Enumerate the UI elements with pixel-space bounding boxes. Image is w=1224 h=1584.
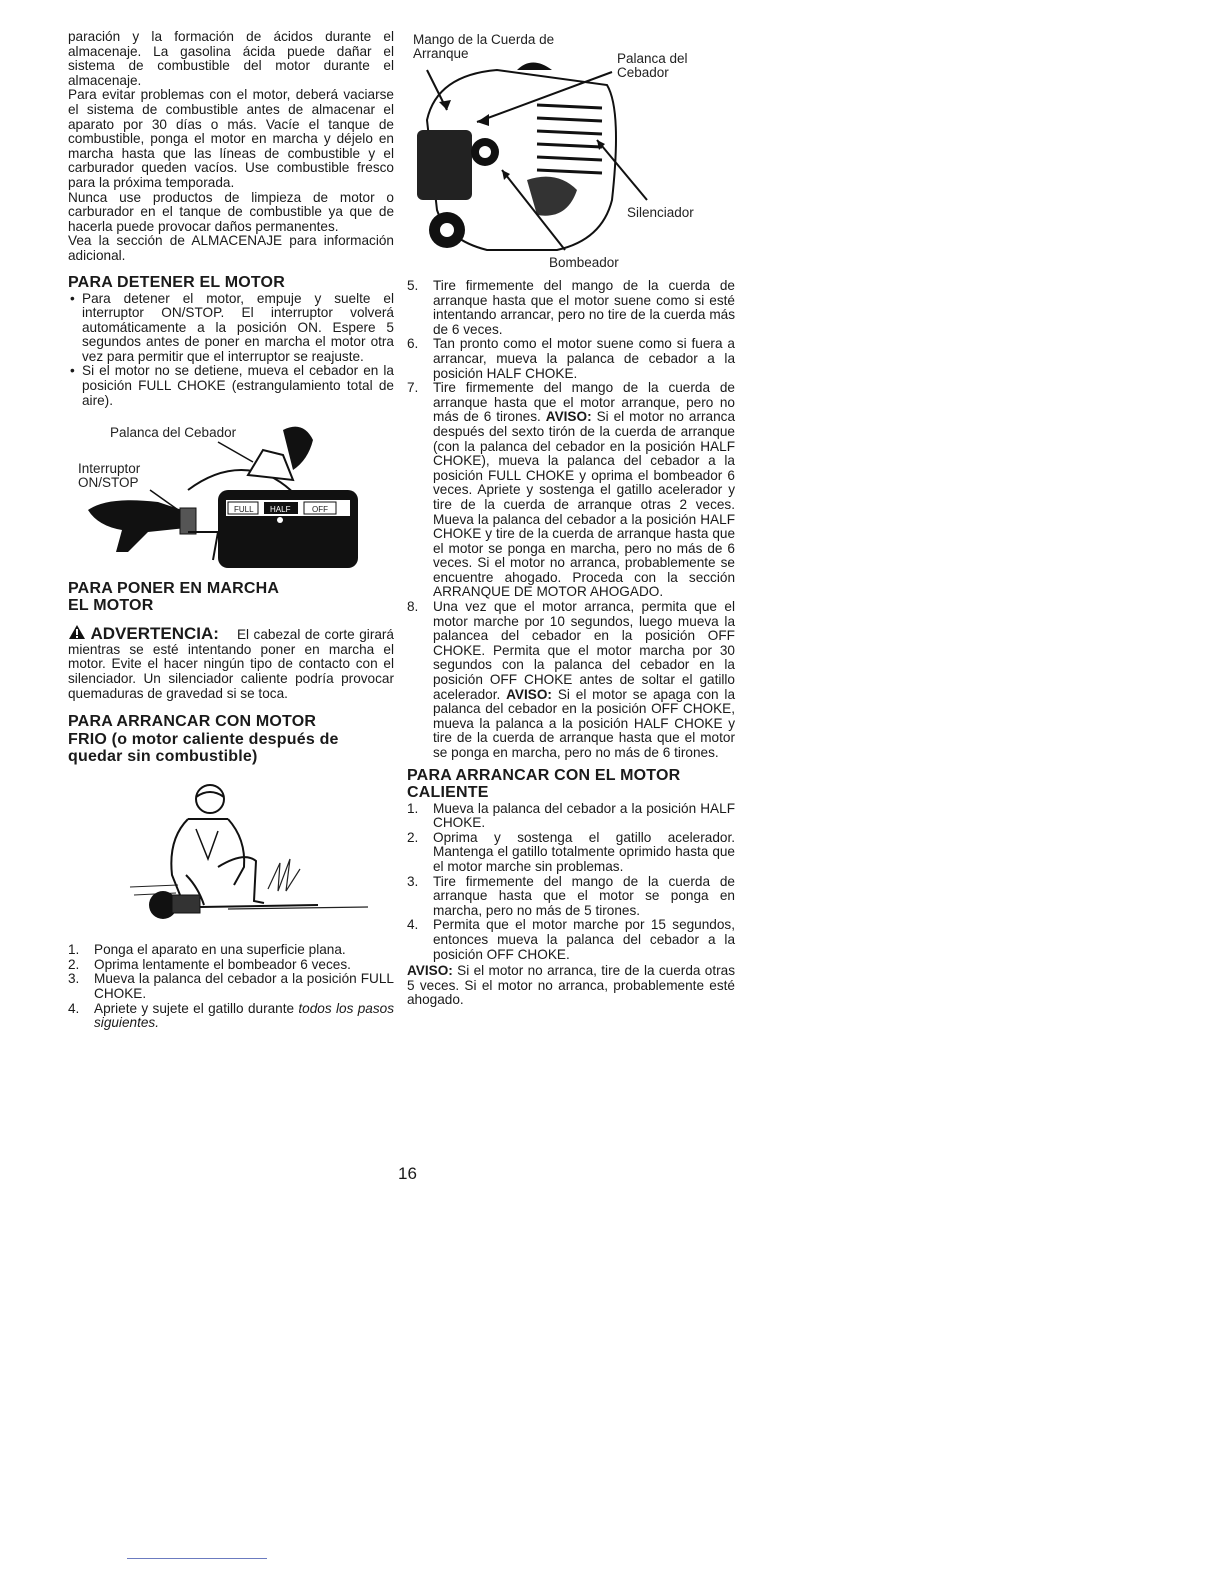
engine-illustration bbox=[407, 30, 735, 275]
step-number: 5. bbox=[407, 278, 419, 293]
step-text: Mueva la palanca del cebador a la posición FULL CHOKE. bbox=[94, 971, 394, 1001]
choke-off-label: OFF bbox=[312, 505, 328, 515]
warm-start-steps bbox=[407, 802, 735, 963]
choke-lever-label: Palanca del Cebador bbox=[110, 425, 237, 441]
step-item bbox=[407, 875, 735, 919]
choke-lever-label: Palanca del Cebador bbox=[617, 51, 688, 80]
step-number: 3. bbox=[68, 971, 80, 987]
primer-bulb-label: Bombeador bbox=[549, 255, 619, 270]
notice-label: AVISO: bbox=[506, 686, 552, 702]
step-item bbox=[407, 918, 735, 962]
switch-illustration bbox=[68, 420, 368, 570]
step-item bbox=[407, 802, 735, 831]
step-number: 8. bbox=[407, 599, 419, 615]
step-number: 1. bbox=[407, 800, 419, 816]
on-stop-switch-label: Interruptor ON/STOP bbox=[78, 461, 141, 491]
bottom-rule bbox=[127, 1558, 267, 1559]
step-number: 2. bbox=[407, 829, 419, 845]
left-column bbox=[68, 30, 394, 1031]
step-item bbox=[68, 958, 394, 973]
page-number: 16 bbox=[398, 1164, 417, 1183]
notice-label: AVISO: bbox=[407, 963, 453, 979]
step-item bbox=[68, 1002, 394, 1031]
step-text: Tire firmemente del mango de la cuerda de arranque hasta que el motor arranque, pero no más de 6 tirones. bbox=[433, 380, 735, 425]
priming-figure bbox=[68, 779, 394, 939]
stop-heading: PARA DETENER EL MOTOR bbox=[68, 273, 285, 291]
step-text: Si el motor no arranca después del sexto tirón de la cuerda de arranque (con la palanca del cebador en la posición HALF CHOKE), mueva la palanca del cebador a la posición FULL CHOKE y oprima el bombeador 6 veces. Apriete y sostenga el gatillo acelerador y tire de la cuerda de arranque otras 2 veces. Mueva la palanca del cebador a la posición HALF CHOKE y tire de la cuerda de arranque hasta que el motor se ponga en marcha, pero no más de 6 veces. Si el motor no arranca, probablemente se encuentre ahogado. Proceda con la sección ARRANQUE DE MOTOR AHOGADO. bbox=[433, 409, 736, 600]
step-number: 3. bbox=[407, 873, 419, 889]
intro-paragraph: Nunca use productos de limpieza de motor o carburador en el tanque de combustible ya que de hacerla puede provocar daños permanentes. bbox=[68, 189, 394, 234]
step-item bbox=[68, 943, 394, 958]
choke-full-label: FULL bbox=[234, 505, 254, 515]
step-item bbox=[407, 600, 735, 761]
warm-start-heading bbox=[407, 767, 735, 801]
intro-paragraph: paración y la formación de ácidos durante el almacenaje. La gasolina ácida puede dañar el sistema de combustible del motor durante el almacenaje. bbox=[68, 29, 394, 88]
step-text: Tire firmemente del mango de la cuerda de arranque hasta que el motor se ponga en marcha, pero no más de 5 tirones. bbox=[433, 873, 735, 918]
step-text: Una vez que el motor arranca, permita que el motor marche por 10 segundos, luego mueva la palancea del cebador en la posición OFF CHOKE. Permita que el motor marcha por 30 segundos con la palanca del cebador en la posición OFF CHOKE antes de soltar el gatillo acelerador. bbox=[433, 599, 735, 702]
step-item bbox=[68, 972, 394, 1001]
choke-half-label: HALF bbox=[270, 505, 291, 515]
step-text-italic: todos los pasos siguientes. bbox=[94, 1000, 394, 1031]
intro-paragraph: Para evitar problemas con el motor, deberá vaciarse el sistema de combustible antes de almacenar el aparato por 30 días o más. Vacíe el tanque de combustible, ponga el motor en marcha y déjelo en marcha hasta que las líneas de combustible y el carburador queden vacíos. Use combustible fresco para la próxima temporada. bbox=[68, 87, 394, 190]
bullet-text: Si el motor no se detiene, mueva el cebador en la posición FULL CHOKE (estrangulamiento total de aire). bbox=[82, 363, 394, 408]
step-text: Si el motor se apaga con la palanca del cebador en la posición OFF CHOKE, mueva la palanca a la posición HALF CHOKE y tire de la cuerda de arranque hasta que el motor se ponga en marcha, pero no más de 6 tirones. bbox=[433, 686, 736, 760]
start-heading-line-2: EL MOTOR bbox=[68, 597, 154, 615]
start-heading-line-1: PARA PONER EN MARCHA bbox=[68, 580, 280, 598]
warning-triangle-icon bbox=[68, 624, 86, 640]
starter-rope-label: Mango de la Cuerda de Arranque bbox=[413, 32, 555, 61]
cold-start-heading: PARA ARRANCAR CON MOTOR bbox=[68, 713, 317, 731]
start-heading bbox=[68, 580, 394, 614]
muffler-label: Silenciador bbox=[627, 205, 694, 220]
step-text: Mueva la palanca del cebador a la posición HALF CHOKE. bbox=[433, 800, 735, 831]
intro-paragraph: Vea la sección de ALMACENAJE para información adicional. bbox=[68, 233, 394, 263]
warning-title: ADVERTENCIA: bbox=[90, 624, 219, 644]
step-text: Oprima lentamente el bombeador 6 veces. bbox=[94, 956, 351, 972]
step-number: 1. bbox=[68, 942, 80, 958]
warm-start-heading-line-2: CALIENTE bbox=[407, 783, 489, 801]
engine-figure bbox=[407, 30, 735, 275]
step-number: 6. bbox=[407, 336, 419, 352]
bullet-item: • Si el motor no se detiene, mueva el cebador en la posición FULL CHOKE (estrangulamiento total de aire). bbox=[70, 363, 394, 408]
notice-label: AVISO: bbox=[545, 409, 592, 425]
notice-text: Si el motor no arranca, tire de la cuerda otras 5 veces. Si el motor no arranca, probablemente esté ahogado. bbox=[407, 963, 735, 1008]
step-item bbox=[407, 279, 735, 337]
warning-block bbox=[68, 624, 394, 701]
step-text: Ponga el aparato en una superficie plana. bbox=[94, 942, 346, 958]
step-text: Tan pronto como el motor suene como si fuera a arrancar, mueva la palanca de cebador a la posición HALF CHOKE. bbox=[433, 336, 735, 381]
step-text: Oprima y sostenga el gatillo acelerador. Mantenga el gatillo totalmente oprimido hasta que el motor marche sin problemas. bbox=[433, 829, 735, 874]
step-text: Permita que el motor marche por 15 segundos, entonces mueva la palanca del cebador a la posición OFF CHOKE. bbox=[433, 917, 735, 962]
cold-start-steps-continued bbox=[407, 279, 735, 761]
step-text: Tire firmemente del mango de la cuerda de arranque hasta que el motor suene como si esté intentando arrancar, pero no tire de la cuerda más de 6 veces. bbox=[433, 278, 735, 337]
switch-figure bbox=[68, 420, 394, 570]
cold-start-subheading: FRIO (o motor caliente después de quedar sin combustible) bbox=[68, 731, 339, 766]
step-number: 2. bbox=[68, 956, 80, 972]
step-item bbox=[407, 337, 735, 381]
bullet-item: • Para detener el motor, empuje y suelte el interruptor ON/STOP. El interruptor volverá automáticamente a la posición ON. Espere 5 segundos antes de poner en marcha el motor otra vez para permitir que el interruptor se reajuste. bbox=[70, 290, 394, 364]
right-column bbox=[407, 30, 735, 1008]
warning-text-start: El cabezal de bbox=[236, 627, 321, 643]
step-text: Apriete y sujete el gatillo durante bbox=[94, 1000, 295, 1016]
bullet-text: Para detener el motor, empuje y suelte el interruptor ON/STOP. El interruptor volverá automáticamente a la posición ON. Espere 5 segundos antes de poner en marcha el motor otra vez para permitir que el interruptor se reajuste. bbox=[82, 290, 394, 364]
warning-text: corte girará mientras se esté intentando poner en marcha el motor. Evite el hacer ningún tipo de contacto con el silenciador. Un silenciador caliente podría provocar quemaduras de gravedad si se toca. bbox=[68, 627, 394, 701]
step-item bbox=[407, 381, 735, 600]
final-notice bbox=[407, 964, 735, 1008]
step-number: 4. bbox=[407, 917, 419, 933]
step-number: 7. bbox=[407, 380, 419, 396]
warm-start-heading-line-1: PARA ARRANCAR CON EL MOTOR bbox=[407, 766, 681, 784]
step-number: 4. bbox=[68, 1000, 80, 1016]
person-priming-illustration bbox=[68, 779, 394, 939]
cold-start-steps bbox=[68, 943, 394, 1031]
step-item bbox=[407, 831, 735, 875]
